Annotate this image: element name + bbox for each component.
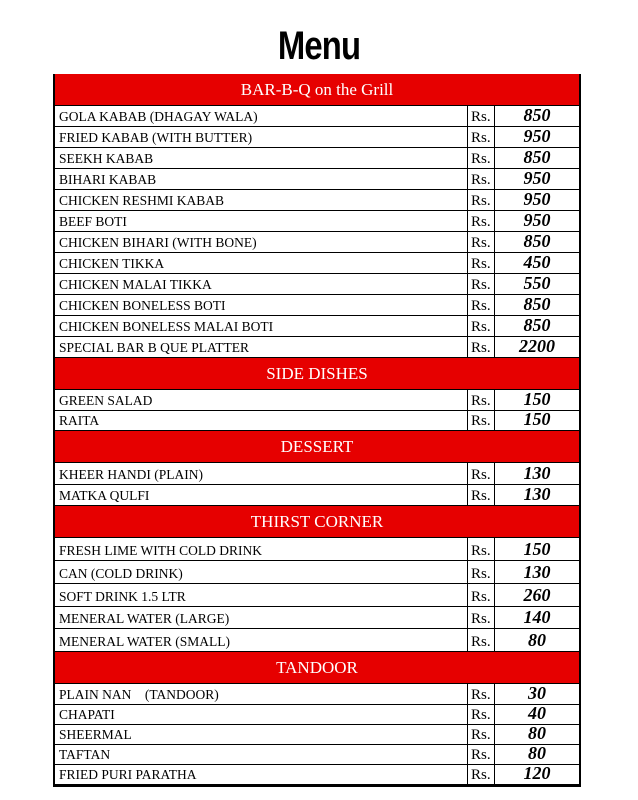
item-name: CHICKEN MALAI TIKKA: [55, 274, 468, 294]
item-currency: Rs.: [468, 765, 495, 784]
item-name: CHICKEN BIHARI (WITH BONE): [55, 232, 468, 252]
item-name: CHICKEN BONELESS MALAI BOTI: [55, 316, 468, 336]
item-currency: Rs.: [468, 485, 495, 505]
menu-item-row: [55, 607, 579, 629]
menu-item-row: [55, 106, 579, 127]
item-currency: Rs.: [468, 607, 495, 628]
item-price: 850: [523, 294, 551, 314]
item-name: BIHARI KABAB: [55, 169, 468, 189]
menu-item-row: [55, 295, 579, 316]
item-name: SPECIAL BAR B QUE PLATTER: [55, 337, 468, 357]
menu-item-row: [55, 463, 579, 485]
item-currency: Rs.: [468, 538, 495, 560]
section-header: DESSERT: [55, 431, 579, 463]
item-name: TAFTAN: [55, 745, 468, 764]
item-price: 450: [523, 252, 551, 272]
item-currency: Rs.: [468, 411, 495, 430]
item-name: SOFT DRINK 1.5 LTR: [55, 584, 468, 606]
menu-item-row: [55, 745, 579, 765]
item-currency: Rs.: [468, 211, 495, 231]
menu-item-row: [55, 584, 579, 607]
item-currency: Rs.: [468, 390, 495, 410]
item-name: CHAPATI: [55, 705, 468, 724]
item-price: 2200: [519, 336, 555, 356]
section-header: SIDE DISHES: [55, 358, 579, 390]
item-price: 950: [523, 168, 551, 188]
item-name: MATKA QULFI: [55, 485, 468, 505]
item-currency: Rs.: [468, 106, 495, 126]
page-title: Menu: [277, 24, 361, 68]
menu-item-row: [55, 411, 579, 431]
menu-item-row: [55, 190, 579, 211]
item-price: 120: [523, 763, 551, 783]
menu-item-row: [55, 725, 579, 745]
item-price: 30: [528, 683, 546, 703]
item-currency: Rs.: [468, 127, 495, 147]
item-currency: Rs.: [468, 190, 495, 210]
menu-item-row: [55, 390, 579, 411]
item-price: 80: [528, 723, 546, 743]
menu-item-row: [55, 538, 579, 561]
item-name: PLAIN NAN (TANDOOR): [55, 684, 468, 704]
item-price: 950: [523, 126, 551, 146]
menu-item-row: [55, 253, 579, 274]
item-name: CHICKEN RESHMI KABAB: [55, 190, 468, 210]
item-price: 150: [523, 409, 551, 429]
menu-item-row: [55, 232, 579, 253]
item-price: 850: [523, 147, 551, 167]
item-currency: Rs.: [468, 148, 495, 168]
item-name: BEEF BOTI: [55, 211, 468, 231]
item-price: 260: [523, 585, 551, 605]
item-name: RAITA: [55, 411, 468, 430]
item-currency: Rs.: [468, 684, 495, 704]
item-name: KHEER HANDI (PLAIN): [55, 463, 468, 484]
item-price: 850: [523, 231, 551, 251]
item-name: SEEKH KABAB: [55, 148, 468, 168]
section-header: BAR-B-Q on the Grill: [55, 74, 579, 106]
item-currency: Rs.: [468, 337, 495, 357]
item-price: 150: [523, 389, 551, 409]
item-price: 550: [523, 273, 551, 293]
item-name: CHICKEN BONELESS BOTI: [55, 295, 468, 315]
item-name: CHICKEN TIKKA: [55, 253, 468, 273]
item-name: CAN (COLD DRINK): [55, 561, 468, 583]
item-currency: Rs.: [468, 295, 495, 315]
item-name: GOLA KABAB (DHAGAY WALA): [55, 106, 468, 126]
item-price: 80: [528, 630, 546, 650]
item-price: 850: [523, 105, 551, 125]
menu-item-row: [55, 337, 579, 358]
item-currency: Rs.: [468, 745, 495, 764]
item-name: FRIED PURI PARATHA: [55, 765, 468, 784]
item-currency: Rs.: [468, 584, 495, 606]
menu-item-row: [55, 705, 579, 725]
item-currency: Rs.: [468, 463, 495, 484]
section-header: THIRST CORNER: [55, 506, 579, 538]
item-currency: Rs.: [468, 316, 495, 336]
item-price: 80: [528, 743, 546, 763]
item-price: 150: [523, 539, 551, 559]
menu-item-row: [55, 274, 579, 295]
menu-item-row: [55, 127, 579, 148]
item-name: GREEN SALAD: [55, 390, 468, 410]
menu-item-row: [55, 148, 579, 169]
item-currency: Rs.: [468, 561, 495, 583]
menu-item-row: [55, 169, 579, 190]
item-name: MENERAL WATER (LARGE): [55, 607, 468, 628]
item-price: 950: [523, 210, 551, 230]
item-currency: Rs.: [468, 232, 495, 252]
item-currency: Rs.: [468, 274, 495, 294]
menu-item-row: [55, 211, 579, 232]
item-currency: Rs.: [468, 253, 495, 273]
menu-item-row: [55, 629, 579, 652]
item-price: 140: [523, 607, 551, 627]
menu-item-row: [55, 485, 579, 506]
item-currency: Rs.: [468, 725, 495, 744]
menu-item-row: [55, 684, 579, 705]
menu-item-row: [55, 316, 579, 337]
item-price: 850: [523, 315, 551, 335]
item-currency: Rs.: [468, 169, 495, 189]
menu-item-row: [55, 561, 579, 584]
item-name: MENERAL WATER (SMALL): [55, 629, 468, 651]
item-price: 130: [523, 562, 551, 582]
item-price: 130: [523, 484, 551, 504]
item-currency: Rs.: [468, 705, 495, 724]
item-price: 130: [523, 463, 551, 483]
item-name: FRESH LIME WITH COLD DRINK: [55, 538, 468, 560]
item-name: FRIED KABAB (WITH BUTTER): [55, 127, 468, 147]
item-name: SHEERMAL: [55, 725, 468, 744]
item-price: 950: [523, 189, 551, 209]
item-currency: Rs.: [468, 629, 495, 651]
item-price: 40: [528, 703, 546, 723]
section-header: TANDOOR: [55, 652, 579, 684]
menu-table: [53, 74, 581, 787]
menu-item-row: [55, 765, 579, 785]
